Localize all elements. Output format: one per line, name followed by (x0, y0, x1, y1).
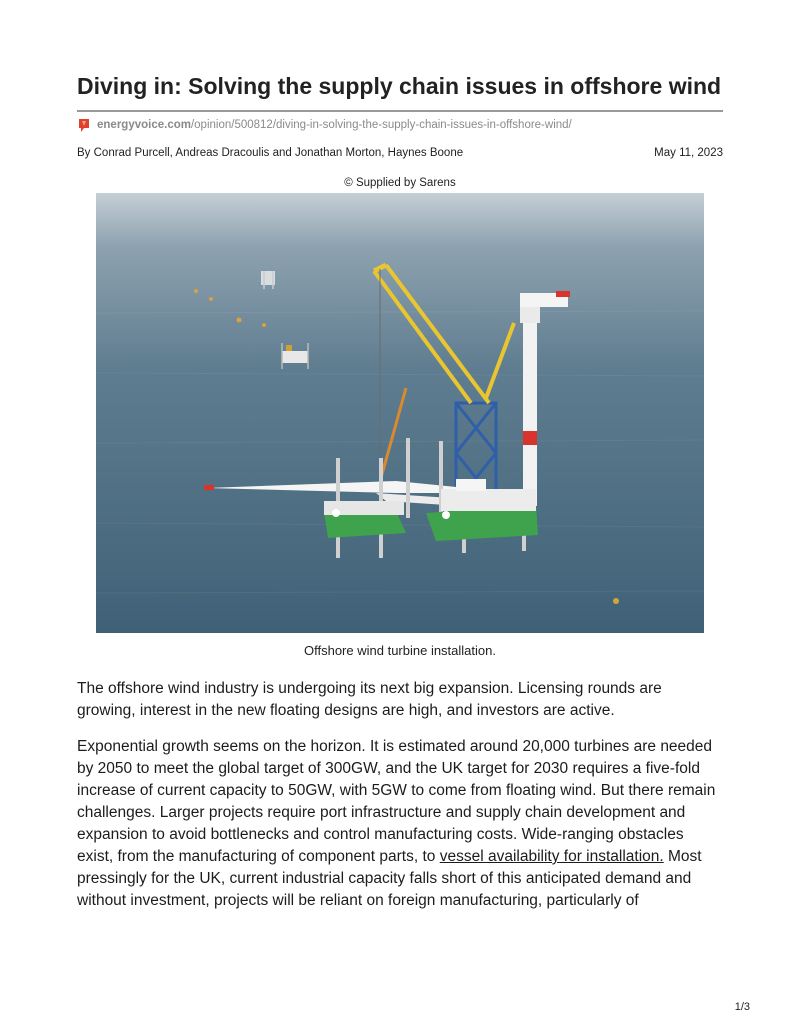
page-number: 1/3 (734, 1001, 750, 1013)
paragraph-2 (77, 736, 723, 912)
energyvoice-favicon-icon (77, 118, 91, 133)
source-path: /opinion/500812/diving-in-solving-the-supply-chain-issues-in-offshore-wind/ (190, 119, 572, 131)
byline: By Conrad Purcell, Andreas Dracoulis and Jonathan Morton, Haynes Boone (77, 147, 464, 159)
article-photo (96, 193, 704, 633)
source-line (77, 117, 723, 133)
title-divider (77, 110, 723, 112)
article-title: Diving in: Solving the supply chain issues in offshore wind (77, 73, 722, 99)
source-domain: energyvoice.com (97, 119, 191, 131)
article (77, 72, 723, 912)
image-caption: Offshore wind turbine installation. (304, 643, 496, 658)
paragraph-1: The offshore wind industry is undergoing its next big expansion. Licensing rounds are growing, interest in the new floating designs are high, and investors are active. (77, 680, 662, 719)
vessel-availability-link[interactable]: vessel availability for installation. (439, 848, 664, 865)
byline-row (77, 147, 723, 159)
publish-date: May 11, 2023 (654, 147, 723, 159)
image-credit: © Supplied by Sarens (344, 177, 456, 189)
paragraph-2-text-a: Exponential growth seems on the horizon. It is estimated around 20,000 turbines are needed by 2050 to meet the global target of 300GW, and the UK target for 2030 requires a five-fold increase of current capacity to 50GW, with 5GW to come from floating wind. But there remain challenges. Larger projects require port infrastructure and supply chain development and expansion to avoid bottlenecks and control manufacturing costs. Wide-ranging obstacles exist, from the manufacturing of component parts, to (77, 738, 716, 865)
paragraph-2-text-b: Most pressingly for the UK, current industrial capacity falls short of this anticipated demand and without investment, projects will be reliant on foreign manufacturing, particularly of (77, 848, 702, 909)
source-link[interactable] (97, 119, 572, 131)
